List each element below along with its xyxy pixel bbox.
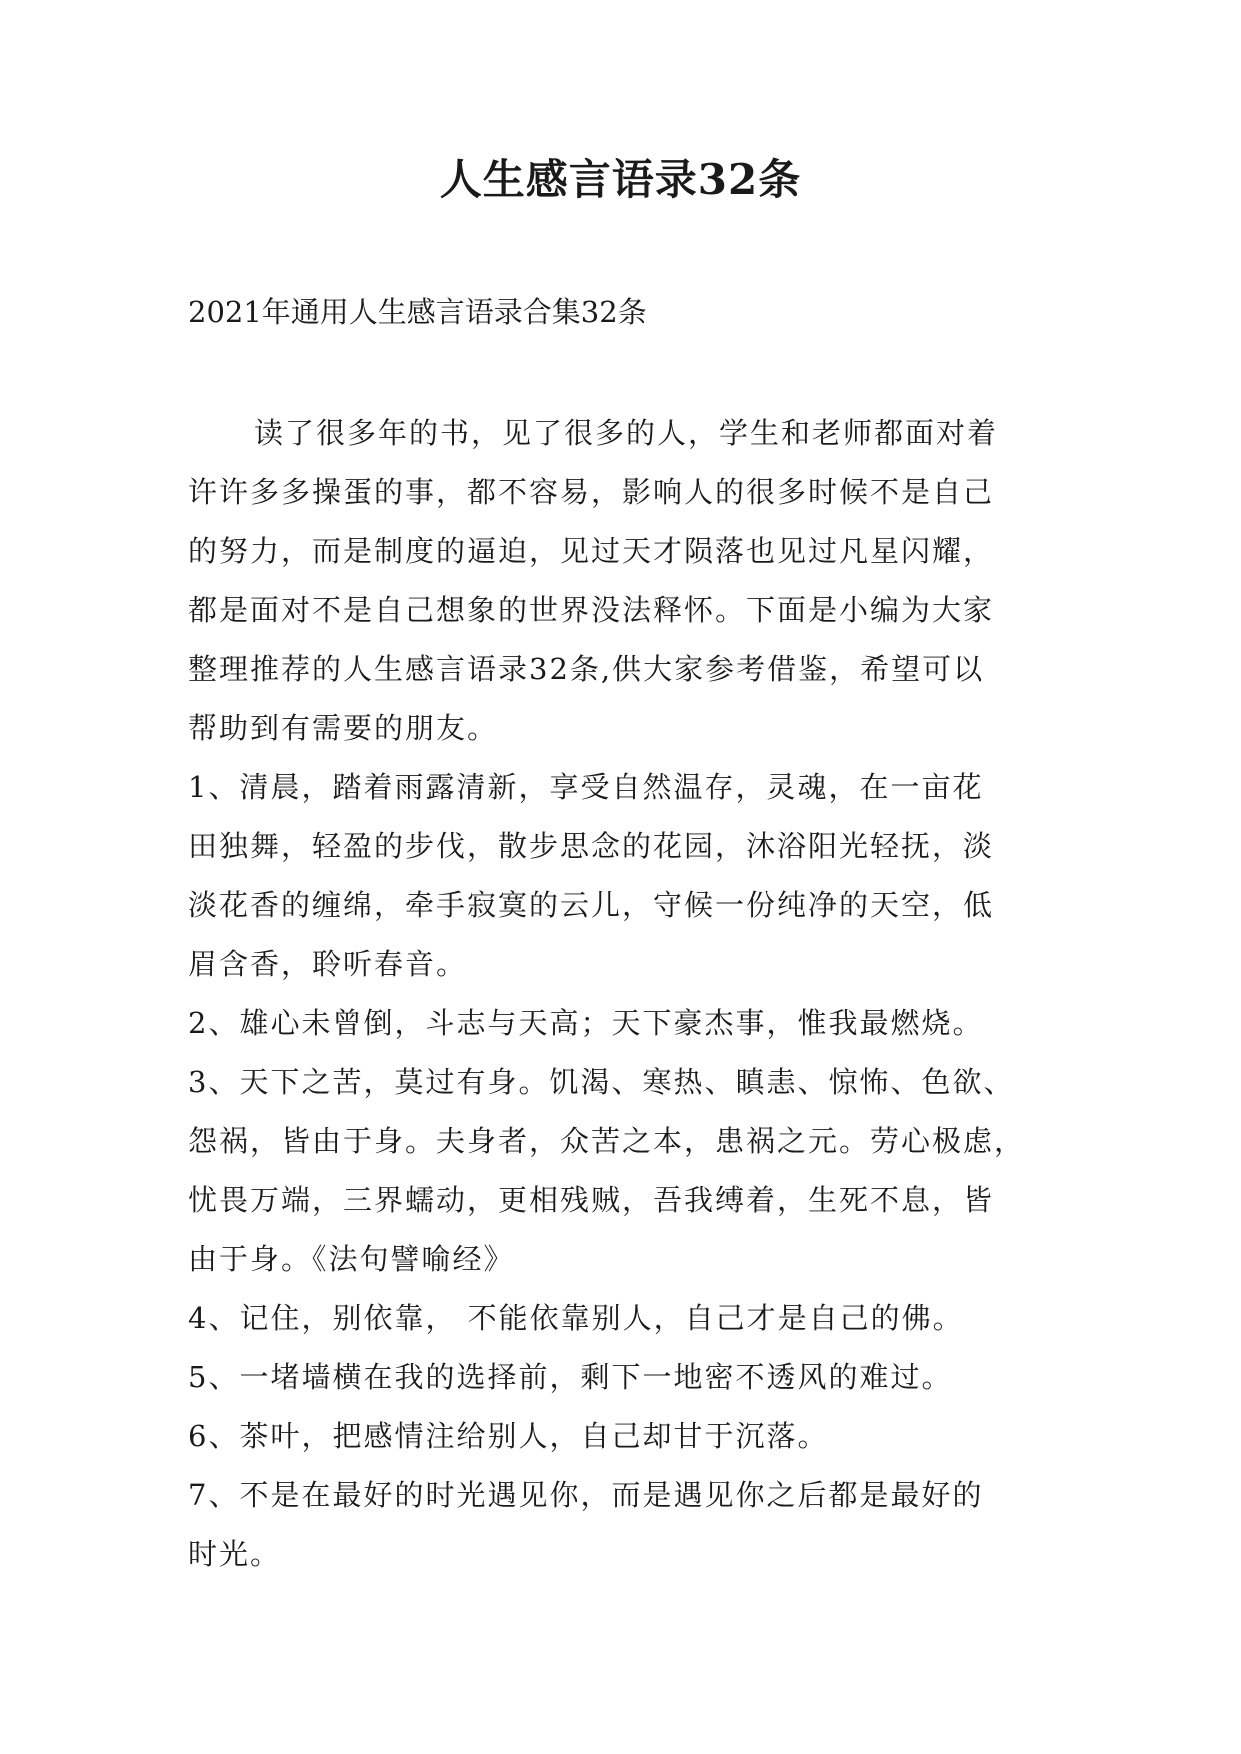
document-body [188, 404, 1068, 1584]
document-subtitle: 2021年通用人生感言语录合集32条 [188, 295, 647, 329]
quote-line: 时光。 [188, 1537, 282, 1571]
intro-line: 读了很多年的书，见了很多的人，学生和老师都面对着 [254, 416, 999, 450]
quote-line: 3、天下之苦，莫过有身。饥渴、寒热、瞋恚、惊怖、色欲、 [188, 1065, 1015, 1099]
intro-line: 许许多多操蛋的事，都不容易，影响人的很多时候不是自己 [188, 475, 995, 509]
quote-line: 忧畏万端，三界蠕动，更相残贼，吾我缚着，生死不息，皆 [188, 1183, 995, 1217]
document-title: 人生感言语录32条 [439, 155, 802, 204]
quote-line: 7、不是在最好的时光遇见你，而是遇见你之后都是最好的 [188, 1478, 984, 1512]
quote-line: 4、记住，别依靠， 不能依靠别人，自己才是自己的佛。 [188, 1301, 964, 1335]
intro-line: 都是面对不是自己想象的世界没法释怀。下面是小编为大家 [188, 593, 995, 627]
intro-line: 的努力，而是制度的逼迫，见过天才陨落也见过凡星闪耀， [188, 534, 995, 568]
quote-line: 眉含香，聆听春音。 [188, 947, 468, 981]
quote-line: 6、茶叶，把感情注给别人，自己却甘于沉落。 [188, 1419, 829, 1453]
intro-line: 帮助到有需要的朋友。 [188, 711, 499, 745]
quote-line: 田独舞，轻盈的步伐，散步思念的花园，沐浴阳光轻抚，淡 [188, 829, 995, 863]
quote-line: 5、一堵墙横在我的选择前，剩下一地密不透风的难过。 [188, 1360, 953, 1394]
quote-line: 由于身。《法句譬喻经》 [188, 1242, 515, 1276]
quote-line: 淡花香的缠绵，牵手寂寞的云儿，守候一份纯净的天空，低 [188, 888, 995, 922]
quote-line: 2、雄心未曾倒，斗志与天高；天下豪杰事，惟我最燃烧。 [188, 1006, 984, 1040]
quote-line: 怨祸，皆由于身。夫身者，众苦之本，患祸之元。劳心极虑， [188, 1124, 1026, 1158]
quote-line: 1、清晨，踏着雨露清新，享受自然温存，灵魂，在一亩花 [188, 770, 984, 804]
intro-line: 整理推荐的人生感言语录32条,供大家参考借鉴，希望可以 [188, 652, 985, 686]
